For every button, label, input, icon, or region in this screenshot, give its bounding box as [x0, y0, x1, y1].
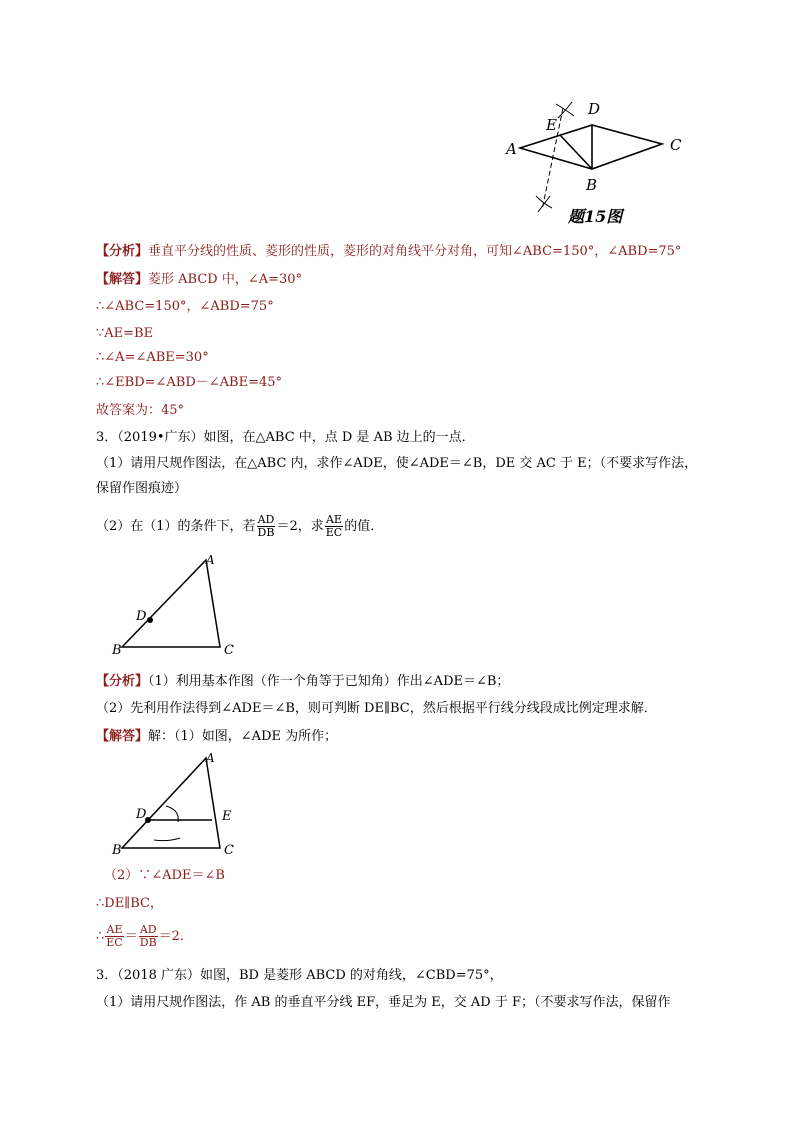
label-B: B	[586, 176, 598, 194]
solution-1-line-1: 【解答】菱形 ABCD 中，∠A=30°	[96, 272, 303, 287]
analysis-2-line2: （2）先利用作法得到∠ADE＝∠B，则可判断 DE∥BC，然后根据平行线分线段成比例定理求解．	[96, 701, 657, 716]
label-A: A	[206, 751, 215, 765]
solution-1-line-4: ∴∠A=∠ABE=30°	[96, 350, 209, 365]
triangle-figure	[108, 550, 248, 662]
fraction-ad-db: $\frac{AD}{DB}$	[139, 923, 157, 949]
analysis-1: 【分析】垂直平分线的性质、菱形的性质，菱形的对角线平分对角，可知∠ABC=150°，∠ABD=75°	[96, 244, 682, 259]
solution-2-part2-line2: ∴DE∥BC，	[96, 896, 163, 911]
analysis-2-line1: 【分析】（1）利用基本作图（作一个角等于已知角）作出∠ADE＝∠B；	[96, 674, 510, 689]
label-A: A	[206, 553, 215, 567]
problem-3-part1-line2: 保留作图痕迹）	[96, 481, 188, 496]
problem-3-intro: 3．（2019•广东）如图，在△ABC 中，点 D 是 AB 边上的一点．	[96, 430, 475, 445]
label-E: E	[222, 809, 232, 824]
solution-1-line-2: ∴∠ABC=150°，∠ABD=75°	[96, 299, 274, 314]
label-C: C	[224, 843, 234, 858]
problem-3-part1-line1: （1）请用尺规作图法，在△ABC 内，求作∠ADE，使∠ADE＝∠B，DE 交 AC 于 E；（不要求写作法，	[96, 456, 698, 471]
fraction-ae-ec: $\frac{AE}{EC}$	[325, 513, 343, 539]
label-B: B	[112, 643, 122, 658]
solution-1-answer: 故答案为：45°	[96, 403, 185, 418]
problem-3b-intro: 3．（2018 广东）如图，BD 是菱形 ABCD 的对角线，∠CBD=75°，	[96, 968, 503, 983]
fraction-ad-db: $\frac{AD}{DB}$	[257, 513, 275, 539]
label-B: B	[112, 843, 122, 858]
solution-2-part2-line1: （2）∵∠ADE＝∠B	[104, 868, 225, 883]
solution-2-line1: 【解答】解：（1）如图，∠ADE 为所作；	[96, 729, 338, 744]
label-C: C	[670, 136, 682, 154]
problem-3b-part1: （1）请用尺规作图法，作 AB 的垂直平分线 EF，垂足为 E，交 AD 于 F；（不要求写作法，保留作	[96, 995, 671, 1010]
label-D: D	[136, 807, 147, 822]
rhombus-figure	[500, 92, 700, 232]
triangle-construction-figure	[108, 750, 248, 860]
label-E: E	[546, 116, 557, 134]
label-A: A	[506, 140, 517, 158]
solution-2-part2-line3: ∴ $\frac{AE}{EC}$ ＝ $\frac{AD}{DB}$ ＝2．	[96, 923, 193, 949]
figure-caption: 题15图	[568, 207, 623, 226]
problem-3-part2: （2）在（1）的条件下，若 $\frac{AD}{DB}$ ＝2，求 $\frac{AE}{EC}$ 的值．	[96, 513, 384, 539]
label-D: D	[136, 609, 147, 624]
label-C: C	[224, 643, 234, 658]
fraction-ae-ec: $\frac{AE}{EC}$	[106, 923, 123, 949]
label-D: D	[588, 100, 601, 118]
solution-1-line-3: ∵AE=BE	[96, 326, 154, 341]
solution-1-line-5: ∴∠EBD=∠ABD－∠ABE=45°	[96, 375, 283, 390]
